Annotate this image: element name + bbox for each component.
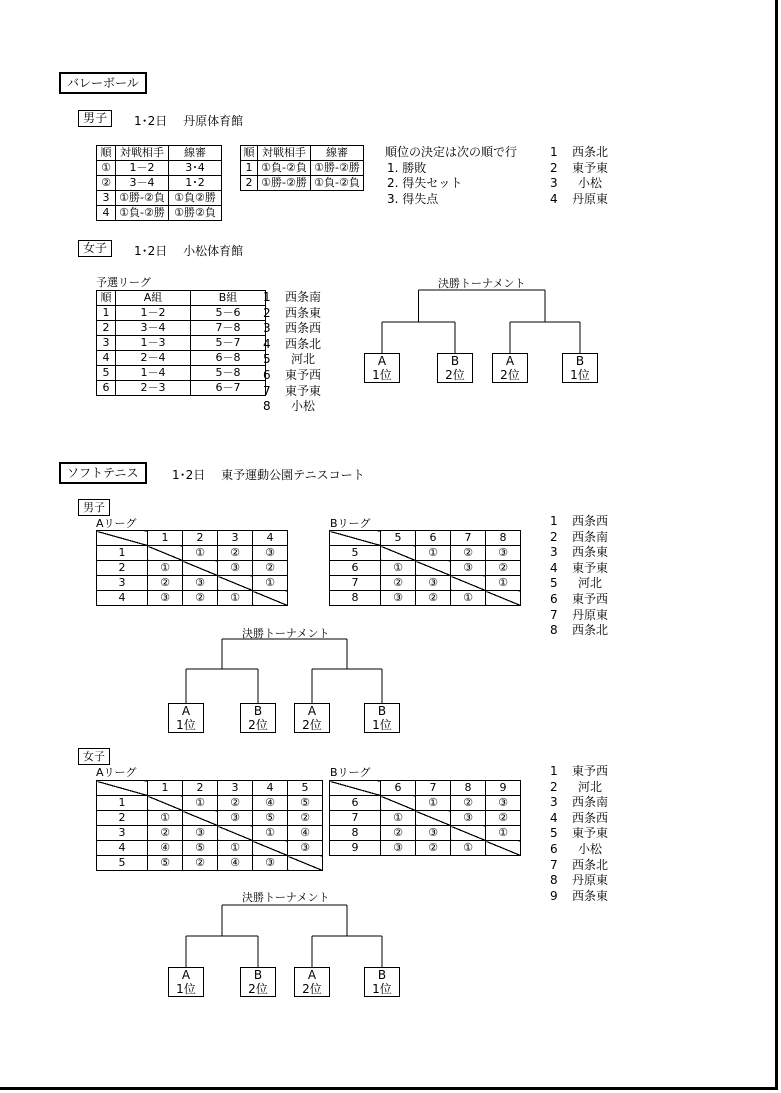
vb-girls-cell: 7－8 — [191, 321, 266, 336]
vb-girls-cell: 6－8 — [191, 351, 266, 366]
team-name: 西条北 — [572, 623, 609, 638]
team-name: 東予西 — [572, 591, 609, 606]
slot-rank: 2位 — [445, 368, 465, 382]
vb-boys-t2-cell: ①勝-②勝 — [311, 161, 364, 176]
rank-number: 5 — [550, 576, 558, 591]
rank-number: 4 — [263, 336, 271, 351]
rank-number: 9 — [550, 888, 558, 903]
rule-line: 2. 得失セット — [387, 176, 463, 191]
vb-girls-cell: 2 — [97, 321, 116, 336]
st-boys-b-header-cell: 7 — [451, 531, 486, 546]
vb-girls-header-cell: 順 — [97, 291, 116, 306]
st-girls-a-result-cell: ⑤ — [183, 841, 218, 856]
team-name: 東予東 — [572, 826, 609, 841]
slot-group: A — [307, 968, 317, 982]
st-girls-b-result-cell: ① — [451, 841, 486, 856]
rule-line: 1. 勝敗 — [387, 160, 427, 175]
team-name: 西条南 — [285, 290, 322, 304]
volleyball-title: バレーボール — [59, 72, 147, 94]
vb-boys-t1-cell: 1･2 — [169, 176, 222, 191]
st-boys-a-result-cell: ② — [218, 546, 253, 561]
vb-girls-cell: 6－7 — [191, 381, 266, 396]
st-boys-a-row-label: 2 — [97, 561, 148, 576]
team-name: 東予西 — [285, 367, 322, 382]
st-boys-b-result-cell: ③ — [381, 591, 416, 606]
st-boys-a-result-cell: ② — [183, 591, 218, 606]
st-boys-a-result-cell: ① — [253, 576, 288, 591]
team-name: 西条北 — [572, 857, 609, 872]
slot-group: A — [377, 354, 387, 368]
slot-rank: 1位 — [372, 718, 392, 732]
st-boys-a-result-cell: ① — [183, 546, 218, 561]
st-girls-b-result-cell: ③ — [451, 811, 486, 826]
vb-boys-t1-cell: ①勝-②負 — [116, 191, 169, 206]
rule-line: 3. 得失点 — [387, 191, 439, 206]
slot-rank: 2位 — [248, 982, 268, 996]
vb-boys-t1-header-cell: 対戦相手 — [116, 146, 169, 161]
slot-rank: 1位 — [372, 368, 392, 382]
st-girls-a-result-cell: ② — [288, 811, 323, 826]
rank-number: 1 — [550, 764, 558, 778]
st-girls-a-result-cell: ⑤ — [288, 796, 323, 811]
st-girls-tour-slot — [364, 967, 400, 997]
vb-girls-header-cell: B組 — [191, 291, 266, 306]
rank-number: 1 — [550, 145, 558, 159]
vb-girls-tour-title: 決勝トーナメント — [438, 277, 526, 290]
st-girls-a-header-cell: 2 — [183, 781, 218, 796]
vb-boys-t1-cell: ①負②勝 — [169, 191, 222, 206]
st-girls-b-result-cell: ② — [381, 826, 416, 841]
st-girls-a-result-cell: ④ — [148, 841, 183, 856]
team-name: 丹原東 — [572, 873, 609, 888]
st-girls-b-row-label: 7 — [330, 811, 381, 826]
rank-number: 8 — [263, 399, 271, 414]
team-name: 西条南 — [572, 529, 609, 544]
st-boys-b-result-cell: ① — [416, 546, 451, 561]
slot-rank: 1位 — [570, 368, 590, 382]
slot-rank: 2位 — [302, 718, 322, 732]
st-boys-a-row-label: 1 — [97, 546, 148, 561]
rank-number: 7 — [550, 857, 558, 872]
st-boys-b-header-cell: 8 — [486, 531, 521, 546]
vb-boys-t2-cell: ①負-②負 — [258, 161, 311, 176]
rank-number: 6 — [263, 367, 271, 382]
vb-girls-info: 1･2日 小松体育館 — [134, 244, 244, 258]
st-girls-b-result-cell: ① — [486, 826, 521, 841]
vb-girls-cell: 5－8 — [191, 366, 266, 381]
st-boys-b-result-cell: ② — [451, 546, 486, 561]
st-boys-b-row-label: 7 — [330, 576, 381, 591]
st-girls-b-result-cell: ③ — [486, 796, 521, 811]
st-girls-a-result-cell: ② — [183, 856, 218, 871]
st-girls-tour-slot — [294, 967, 330, 997]
st-girls-b-header-cell: 6 — [381, 781, 416, 796]
rank-number: 2 — [550, 529, 558, 544]
slot-rank: 1位 — [372, 982, 392, 996]
rank-number: 4 — [550, 810, 558, 825]
slot-group: B — [450, 354, 460, 368]
st-girls-a-header-cell: 3 — [218, 781, 253, 796]
vb-boys-t2-cell: ①負-②負 — [311, 176, 364, 191]
st-boys-a-result-cell: ② — [253, 561, 288, 576]
st-boys-a-result-cell: ① — [148, 561, 183, 576]
vb-boys-t1-header-cell: 順 — [97, 146, 116, 161]
st-boys-a-header-cell: 3 — [218, 531, 253, 546]
team-name: 西条西 — [572, 514, 609, 528]
team-name: 河北 — [291, 352, 316, 367]
rank-number: 4 — [550, 560, 558, 575]
st-girls-a-result-cell: ② — [218, 796, 253, 811]
vb-girls-cell: 3 — [97, 336, 116, 351]
vb-boys-t1-cell: 3－4 — [116, 176, 169, 191]
team-name: 西条西 — [572, 810, 609, 825]
st-girls-b-result-cell: ② — [486, 811, 521, 826]
st-girls-a-result-cell: ③ — [288, 841, 323, 856]
vb-girls-cell: 5－7 — [191, 336, 266, 351]
st-boys-a-header-cell: 4 — [253, 531, 288, 546]
st-boys-b-result-cell: ① — [486, 576, 521, 591]
vb-boys-label: 男子 — [78, 110, 112, 127]
team-name: 西条南 — [572, 795, 609, 810]
slot-group: B — [253, 704, 263, 718]
st-boys-a-result-cell: ③ — [253, 546, 288, 561]
rank-number: 8 — [550, 623, 558, 638]
team-name: 東予西 — [572, 764, 609, 778]
st-girls-a-header-cell: 1 — [148, 781, 183, 796]
team-name: 丹原東 — [572, 191, 609, 206]
softtennis-info: 1･2日 東予運動公園テニスコート — [172, 468, 365, 482]
softtennis-title: ソフトテニス — [59, 462, 147, 484]
vb-boys-t1-cell: 4 — [97, 206, 116, 221]
rank-number: 2 — [263, 305, 271, 320]
team-name: 西条東 — [285, 305, 322, 320]
vb-boys-t2-cell: 1 — [241, 161, 258, 176]
slot-rank: 2位 — [248, 718, 268, 732]
st-boys-a-row-label: 4 — [97, 591, 148, 606]
st-girls-a-result-cell: ① — [148, 811, 183, 826]
st-girls-leagueA-label: Aリーグ — [96, 766, 137, 779]
st-girls-a-row-label: 2 — [97, 811, 148, 826]
st-boys-a-header-cell: 1 — [148, 531, 183, 546]
team-name: 東予東 — [572, 560, 609, 575]
vb-boys-t1-cell: ① — [97, 161, 116, 176]
team-name: 小松 — [291, 399, 316, 414]
team-name: 西条東 — [572, 888, 609, 903]
vb-girls-cell: 2－3 — [116, 381, 191, 396]
rank-number: 8 — [550, 873, 558, 888]
rank-number: 6 — [550, 841, 558, 856]
st-girls-b-row-label: 6 — [330, 796, 381, 811]
st-boys-a-header-cell: 2 — [183, 531, 218, 546]
slot-rank: 1位 — [176, 718, 196, 732]
st-girls-a-row-label: 4 — [97, 841, 148, 856]
st-girls-a-header-cell: 4 — [253, 781, 288, 796]
st-boys-a-result-cell: ③ — [183, 576, 218, 591]
st-girls-a-result-cell: ③ — [183, 826, 218, 841]
st-girls-a-row-label: 1 — [97, 796, 148, 811]
vb-boys-t2-header-cell: 線審 — [311, 146, 364, 161]
st-boys-leagueA-label: Aリーグ — [96, 517, 137, 530]
st-girls-a-result-cell: ④ — [253, 796, 288, 811]
team-name: 東予東 — [572, 160, 609, 175]
st-girls-a-result-cell: ① — [253, 826, 288, 841]
st-girls-a-result-cell: ④ — [288, 826, 323, 841]
rank-number: 7 — [263, 383, 271, 398]
slot-group: A — [307, 704, 317, 718]
st-boys-a-result-cell: ③ — [218, 561, 253, 576]
slot-group: B — [377, 704, 387, 718]
st-boys-b-result-cell: ① — [451, 591, 486, 606]
rank-number: 1 — [263, 290, 271, 304]
slot-group: A — [181, 704, 191, 718]
vb-boys-t1-header-cell: 線審 — [169, 146, 222, 161]
st-boys-b-header-cell: 5 — [381, 531, 416, 546]
st-boys-b-row-label: 5 — [330, 546, 381, 561]
rank-number: 6 — [550, 591, 558, 606]
st-girls-a-result-cell: ⑤ — [253, 811, 288, 826]
team-name: 丹原東 — [572, 607, 609, 622]
vb-girls-cell: 5 — [97, 366, 116, 381]
slot-rank: 2位 — [302, 982, 322, 996]
vb-boys-t2-header-cell: 順 — [241, 146, 258, 161]
vb-boys-t1-cell: ② — [97, 176, 116, 191]
st-boys-b-result-cell: ③ — [451, 561, 486, 576]
st-girls-b-result-cell: ③ — [416, 826, 451, 841]
rank-number: 4 — [550, 191, 558, 206]
st-girls-b-row-label: 9 — [330, 841, 381, 856]
team-name: 西条西 — [285, 321, 322, 336]
slot-rank: 1位 — [176, 982, 196, 996]
slot-rank: 2位 — [500, 368, 520, 382]
vb-boys-t1-cell: 1－2 — [116, 161, 169, 176]
vb-boys-t1-cell: ①勝②負 — [169, 206, 222, 221]
slot-group: B — [377, 968, 387, 982]
st-girls-tour-slot — [240, 967, 276, 997]
st-boys-b-result-cell: ② — [381, 576, 416, 591]
st-girls-tour-slot — [168, 967, 204, 997]
st-boys-a-result-cell: ② — [148, 576, 183, 591]
st-girls-a-result-cell: ② — [148, 826, 183, 841]
rank-number: 3 — [550, 176, 558, 191]
vb-girls-cell: 6 — [97, 381, 116, 396]
vb-girls-cell: 1－4 — [116, 366, 191, 381]
vb-girls-cell: 2－4 — [116, 351, 191, 366]
vb-boys-t2-header-cell: 対戦相手 — [258, 146, 311, 161]
vb-girls-cell: 1 — [97, 306, 116, 321]
st-girls-a-row-label: 3 — [97, 826, 148, 841]
vb-girls-header-cell: A組 — [116, 291, 191, 306]
st-girls-b-result-cell: ③ — [381, 841, 416, 856]
st-boys-b-result-cell: ③ — [416, 576, 451, 591]
team-name: 西条北 — [285, 336, 322, 351]
team-name: 小松 — [578, 841, 603, 856]
rank-number: 3 — [550, 795, 558, 810]
st-girls-b-result-cell: ① — [381, 811, 416, 826]
team-name: 河北 — [578, 576, 603, 591]
st-girls-a-header-cell: 5 — [288, 781, 323, 796]
st-girls-a-result-cell: ③ — [218, 811, 253, 826]
slot-group: B — [575, 354, 585, 368]
st-boys-a-result-cell: ① — [218, 591, 253, 606]
team-name: 西条北 — [572, 145, 609, 159]
vb-girls-cell: 4 — [97, 351, 116, 366]
vb-girls-label: 女子 — [78, 240, 112, 257]
st-girls-a-row-label: 5 — [97, 856, 148, 871]
rank-number: 2 — [550, 160, 558, 175]
st-boys-b-row-label: 8 — [330, 591, 381, 606]
st-boys-b-result-cell: ② — [486, 561, 521, 576]
vb-boys-t2-cell: ①勝-②勝 — [258, 176, 311, 191]
rank-number: 5 — [263, 352, 271, 367]
st-girls-b-header-cell: 9 — [486, 781, 521, 796]
st-girls-tour-title: 決勝トーナメント — [242, 891, 330, 904]
rule-line: 順位の決定は次の順で行 — [385, 145, 518, 159]
team-name: 河北 — [578, 779, 603, 794]
st-boys-label: 男子 — [78, 499, 110, 516]
slot-group: A — [181, 968, 191, 982]
vb-girls-cell: 1－2 — [116, 306, 191, 321]
st-girls-a-result-cell: ① — [218, 841, 253, 856]
team-name: 西条東 — [572, 545, 609, 560]
team-name: 小松 — [578, 176, 603, 191]
st-boys-leagueB-label: Bリーグ — [330, 517, 371, 530]
st-girls-b-result-cell: ② — [451, 796, 486, 811]
st-boys-b-result-cell: ③ — [486, 546, 521, 561]
vb-girls-cell: 3－4 — [116, 321, 191, 336]
vb-boys-t2-cell: 2 — [241, 176, 258, 191]
rank-number: 7 — [550, 607, 558, 622]
st-girls-a-result-cell: ⑤ — [148, 856, 183, 871]
st-girls-label: 女子 — [78, 748, 110, 765]
st-boys-b-header-cell: 6 — [416, 531, 451, 546]
rank-number: 2 — [550, 779, 558, 794]
slot-group: A — [505, 354, 515, 368]
rank-number: 3 — [550, 545, 558, 560]
vb-girls-cell: 1－3 — [116, 336, 191, 351]
st-girls-b-row-label: 8 — [330, 826, 381, 841]
slot-group: B — [253, 968, 263, 982]
st-girls-b-header-cell: 7 — [416, 781, 451, 796]
vb-boys-info: 1･2日 丹原体育館 — [134, 114, 244, 128]
st-girls-b-result-cell: ① — [416, 796, 451, 811]
team-name: 東予東 — [285, 383, 322, 398]
st-boys-b-row-label: 6 — [330, 561, 381, 576]
st-boys-b-result-cell: ① — [381, 561, 416, 576]
vb-boys-t1-cell: 3 — [97, 191, 116, 206]
vb-girls-league-label: 予選リーグ — [96, 276, 151, 289]
rank-number: 3 — [263, 321, 271, 336]
st-girls-a-result-cell: ④ — [218, 856, 253, 871]
st-girls-b-header-cell: 8 — [451, 781, 486, 796]
st-boys-tour-title: 決勝トーナメント — [242, 627, 330, 640]
st-girls-leagueB-label: Bリーグ — [330, 766, 371, 779]
rank-number: 1 — [550, 514, 558, 528]
st-boys-b-result-cell: ② — [416, 591, 451, 606]
vb-boys-t1-cell: 3･4 — [169, 161, 222, 176]
st-girls-a-result-cell: ① — [183, 796, 218, 811]
st-girls-a-result-cell: ③ — [253, 856, 288, 871]
vb-girls-cell: 5－6 — [191, 306, 266, 321]
vb-boys-t1-cell: ①負-②勝 — [116, 206, 169, 221]
rank-number: 5 — [550, 826, 558, 841]
st-boys-a-row-label: 3 — [97, 576, 148, 591]
st-boys-a-result-cell: ③ — [148, 591, 183, 606]
st-girls-b-result-cell: ② — [416, 841, 451, 856]
